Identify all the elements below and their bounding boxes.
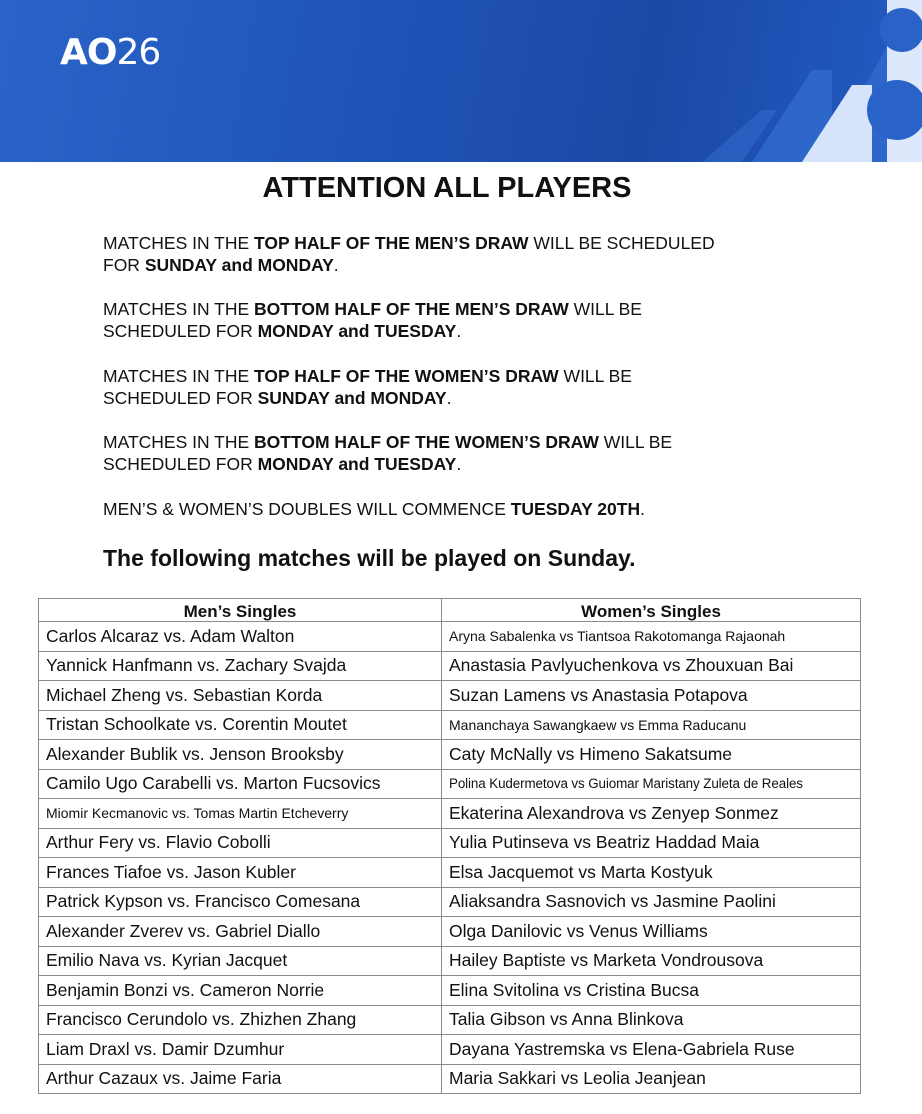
notice-paragraph-1: MATCHES IN THE TOP HALF OF THE MEN’S DRAW WILL BE SCHEDULED FOR SUNDAY and MONDAY. [103,233,715,275]
table-row [39,887,861,917]
table-row [39,651,861,681]
logo-year: 26 [116,32,161,73]
table-row [39,799,861,829]
notice-paragraph-4: MATCHES IN THE BOTTOM HALF OF THE WOMEN’S DRAW WILL BE SCHEDULED FOR MONDAY and TUESDAY. [103,432,673,474]
table-row [39,1064,861,1094]
table-row [39,740,861,770]
womens-match: Yulia Putinseva vs Beatriz Haddad Maia [442,828,861,858]
mens-match: Arthur Cazaux vs. Jaime Faria [39,1064,442,1094]
mens-match: Benjamin Bonzi vs. Cameron Norrie [39,976,442,1006]
table-row [39,917,861,947]
womens-match: Polina Kudermetova vs Guiomar Maristany Zuleta de Reales [442,769,861,799]
mens-match: Emilio Nava vs. Kyrian Jacquet [39,946,442,976]
table-row [39,858,861,888]
mens-match: Liam Draxl vs. Damir Dzumhur [39,1035,442,1065]
table-row [39,1035,861,1065]
mens-match: Tristan Schoolkate vs. Corentin Moutet [39,710,442,740]
mens-singles-header: Men’s Singles [39,599,442,622]
table-row [39,710,861,740]
ao26-logo [60,32,160,73]
womens-match: Dayana Yastremska vs Elena-Gabriela Ruse [442,1035,861,1065]
mens-match: Francisco Cerundolo vs. Zhizhen Zhang [39,1005,442,1035]
womens-match: Talia Gibson vs Anna Blinkova [442,1005,861,1035]
table-row [39,622,861,652]
mens-match: Patrick Kypson vs. Francisco Comesana [39,887,442,917]
womens-singles-header: Women’s Singles [442,599,861,622]
womens-match: Caty McNally vs Himeno Sakatsume [442,740,861,770]
womens-match: Maria Sakkari vs Leolia Jeanjean [442,1064,861,1094]
mens-match: Frances Tiafoe vs. Jason Kubler [39,858,442,888]
womens-match: Elsa Jacquemot vs Marta Kostyuk [442,858,861,888]
womens-match: Aryna Sabalenka vs Tiantsoa Rakotomanga Rajaonah [442,622,861,652]
womens-match: Ekaterina Alexandrova vs Zenyep Sonmez [442,799,861,829]
womens-match: Aliaksandra Sasnovich vs Jasmine Paolini [442,887,861,917]
ao-graphic-decoration [502,0,922,162]
mens-match: Miomir Kecmanovic vs. Tomas Martin Etcheverry [39,799,442,829]
womens-match: Mananchaya Sawangkaew vs Emma Raducanu [442,710,861,740]
table-header-row [39,599,861,622]
womens-match: Anastasia Pavlyuchenkova vs Zhouxuan Bai [442,651,861,681]
doubles-notice: MEN’S & WOMEN’S DOUBLES WILL COMMENCE TUESDAY 20TH. [103,499,645,519]
womens-match: Elina Svitolina vs Cristina Bucsa [442,976,861,1006]
table-row [39,1005,861,1035]
table-row [39,946,861,976]
page-title: ATTENTION ALL PLAYERS [262,172,632,204]
mens-match: Yannick Hanfmann vs. Zachary Svajda [39,651,442,681]
table-row [39,828,861,858]
sunday-subheading: The following matches will be played on Sunday. [103,545,636,571]
womens-match: Hailey Baptiste vs Marketa Vondrousova [442,946,861,976]
table-row [39,976,861,1006]
mens-match: Arthur Fery vs. Flavio Cobolli [39,828,442,858]
notice-paragraph-3: MATCHES IN THE TOP HALF OF THE WOMEN’S DRAW WILL BE SCHEDULED FOR SUNDAY and MONDAY. [103,366,632,408]
mens-match: Camilo Ugo Carabelli vs. Marton Fucsovics [39,769,442,799]
logo-mark: AO [60,32,117,73]
table-row [39,681,861,711]
womens-match: Olga Danilovic vs Venus Williams [442,917,861,947]
notice-paragraph-2: MATCHES IN THE BOTTOM HALF OF THE MEN’S DRAW WILL BE SCHEDULED FOR MONDAY and TUESDAY. [103,299,642,341]
mens-match: Carlos Alcaraz vs. Adam Walton [39,622,442,652]
mens-match: Alexander Bublik vs. Jenson Brooksby [39,740,442,770]
sunday-matches-table [38,598,861,1094]
table-row [39,769,861,799]
header-banner [0,0,922,162]
mens-match: Alexander Zverev vs. Gabriel Diallo [39,917,442,947]
womens-match: Suzan Lamens vs Anastasia Potapova [442,681,861,711]
mens-match: Michael Zheng vs. Sebastian Korda [39,681,442,711]
